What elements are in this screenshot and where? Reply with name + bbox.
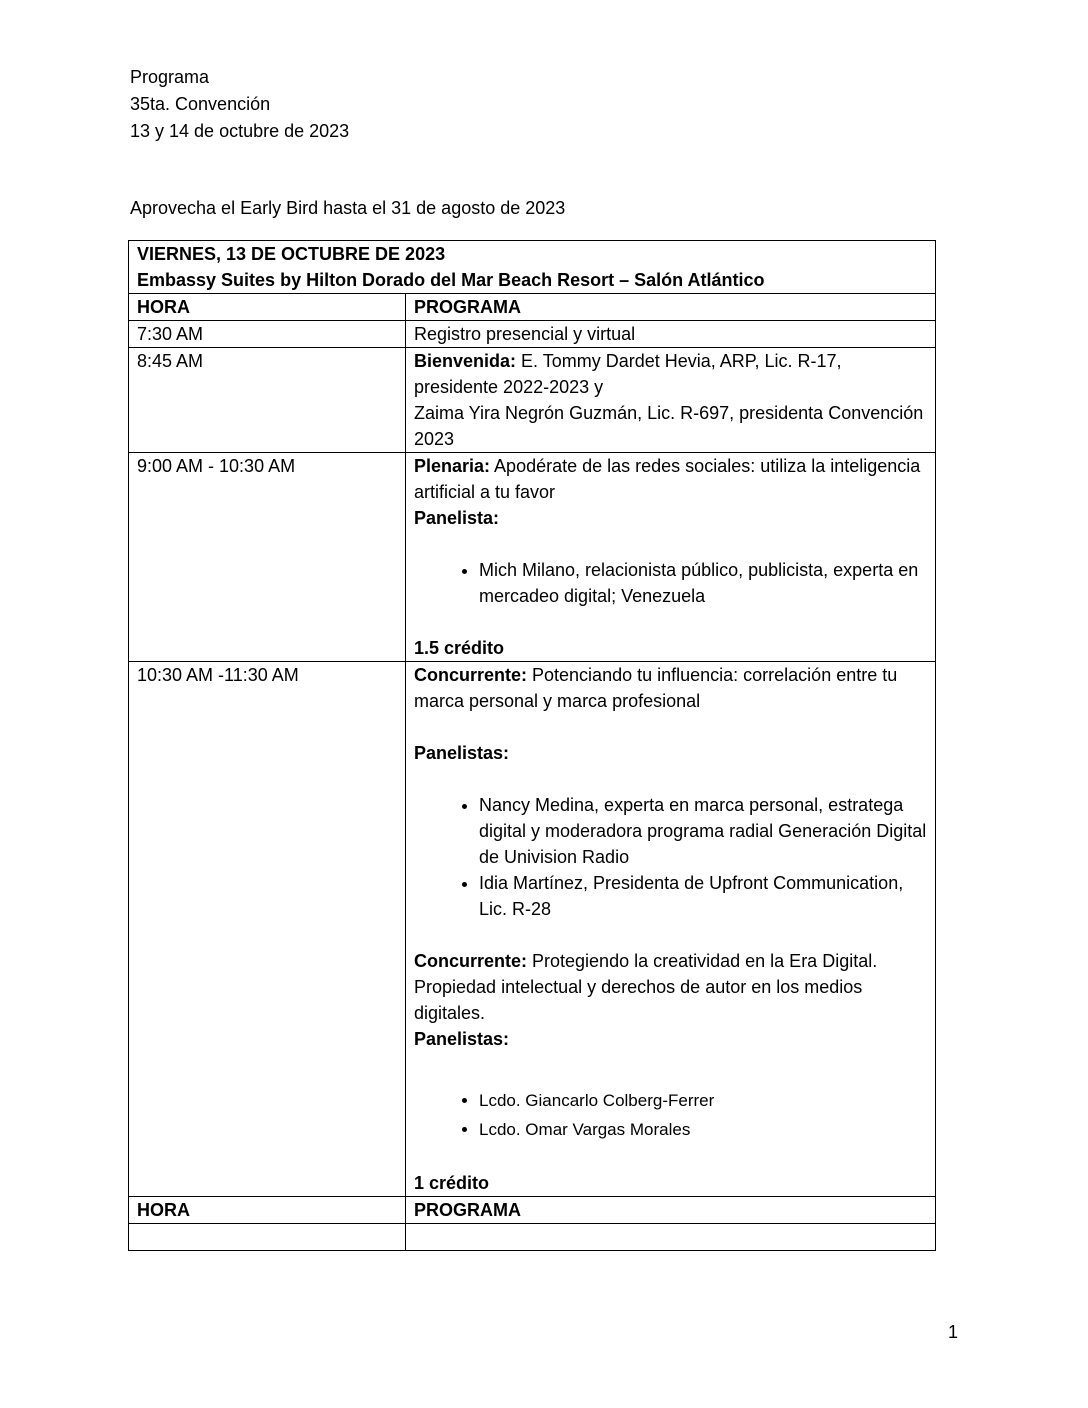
session-label: Plenaria: [414,456,491,476]
spacer [414,531,927,557]
session-text: Potenciando tu influencia: correlación entre tu marca personal y marca profesional [414,665,898,711]
row-time: 7:30 AM [129,321,406,348]
spacer [414,1052,927,1086]
row-program [406,453,936,662]
header-line-convencion: 35ta. Convención [130,94,271,114]
day-header-row [129,241,936,294]
venue: Embassy Suites by Hilton Dorado del Mar Beach Resort – Salón Atlántico [137,270,765,290]
column-header-hora: HORA [129,294,406,321]
column-header-hora: HORA [129,1197,406,1224]
row-program: Registro presencial y virtual [406,321,936,348]
early-bird-notice: Aprovecha el Early Bird hasta el 31 de agosto de 2023 [130,198,566,218]
row-program [406,662,936,1197]
spacer [414,609,927,635]
panelist-list [414,557,927,609]
spacer [414,714,927,740]
list-item: • Lcdo. Omar Vargas Morales [479,1115,927,1144]
list-item: • Idia Martínez, Presidenta de Upfront Communication, Lic. R-28 [479,870,927,922]
spacer [414,922,927,948]
empty-cell [129,1224,406,1251]
session-label: Bienvenida: [414,351,517,371]
row-time: 9:00 AM - 10:30 AM [129,453,406,662]
column-header-programa: PROGRAMA [406,294,936,321]
day-title: VIERNES, 13 DE OCTUBRE DE 2023 [137,244,446,264]
empty-row [129,1224,936,1251]
table-row [129,453,936,662]
panel-label: Panelistas: [414,1029,510,1049]
session-text: Protegiendo la creatividad en la Era Digital. Propiedad intelectual y derechos de autor en los medios digitales. [414,951,878,1023]
session-text-continued: Zaima Yira Negrón Guzmán, Lic. R-697, presidenta Convención 2023 [414,403,924,449]
list-item: • Nancy Medina, experta en marca personal, estratega digital y moderadora programa radial Generación Digital de Univision Radio [479,792,927,870]
document-header [130,64,349,145]
row-program [406,348,936,453]
spacer [414,766,927,792]
session-text: E. Tommy Dardet Hevia, ARP, Lic. R-17, presidente 2022-2023 y [414,351,842,397]
session-text: Apodérate de las redes sociales: utiliza la inteligencia artificial a tu favor [414,456,921,502]
credit-label: 1 crédito [414,1173,490,1193]
header-line-fechas: 13 y 14 de octubre de 2023 [130,121,350,141]
list-item: • Lcdo. Giancarlo Colberg-Ferrer [479,1086,927,1115]
session-label: Concurrente: [414,951,528,971]
panel-label: Panelistas: [414,743,510,763]
page-number: 1 [948,1322,959,1342]
column-header-row-repeat [129,1197,936,1224]
credit-label: 1.5 crédito [414,638,505,658]
day-header-cell [129,241,936,294]
list-item: • Mich Milano, relacionista público, publicista, experta en mercadeo digital; Venezuela [479,557,927,609]
session-label: Concurrente: [414,665,528,685]
column-header-programa: PROGRAMA [406,1197,936,1224]
table-row [129,321,936,348]
panel-label: Panelista: [414,508,500,528]
spacer [414,1144,927,1170]
row-time: 8:45 AM [129,348,406,453]
row-time: 10:30 AM -11:30 AM [129,662,406,1197]
table-row [129,348,936,453]
table-row [129,662,936,1197]
panelist-list [414,1086,927,1144]
empty-cell [406,1224,936,1251]
column-header-row [129,294,936,321]
panelist-list [414,792,927,922]
header-line-programa: Programa [130,67,210,87]
schedule-table [128,240,936,1251]
